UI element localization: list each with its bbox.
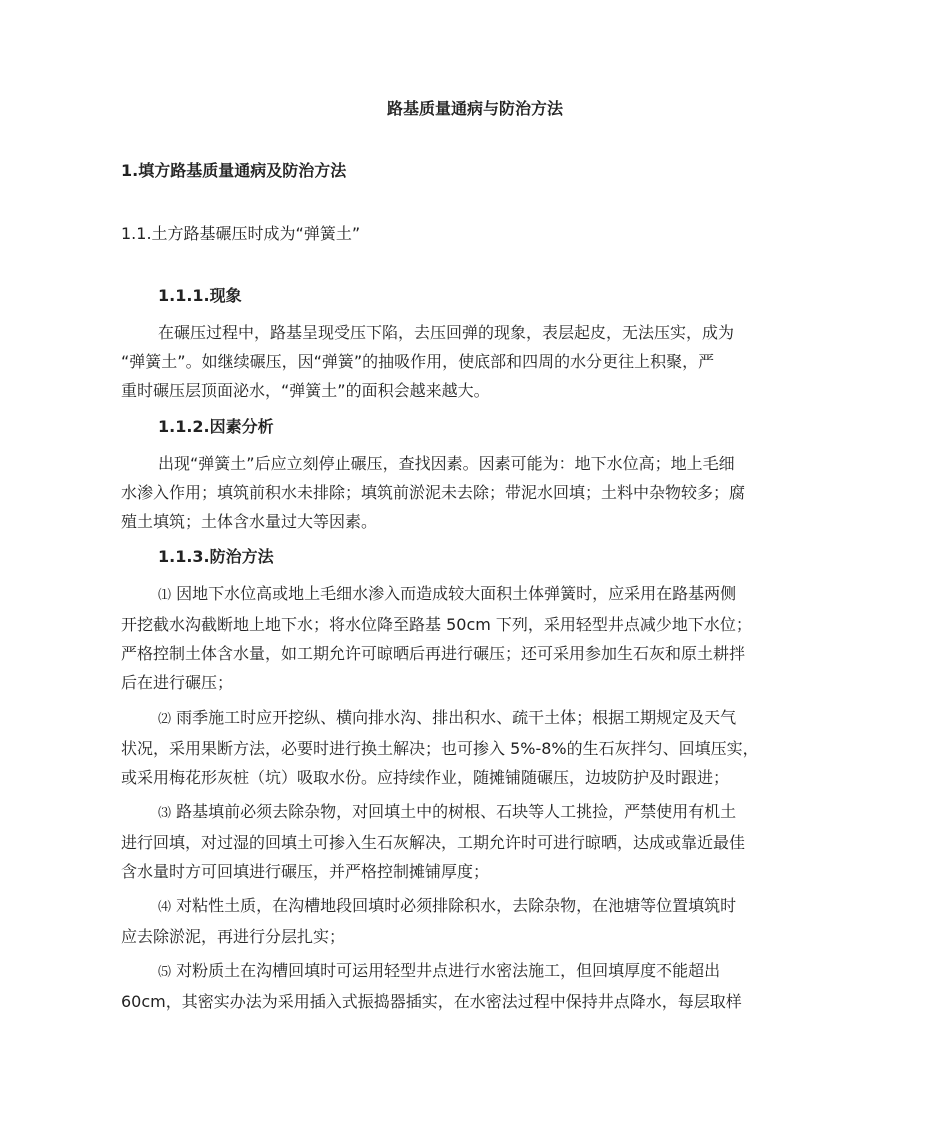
list-marker: ⑴ (158, 588, 172, 603)
paragraph-phenomenon: 在碾压过程中，路基呈现受压下陷，去压回弹的现象，表层起皮，无法压实，成为 “弹簧土”。如继续碾压，因“弹簧”的抽吸作用，使底部和四周的水分更往上积聚，严 重时碾压层顶面泌水，“弹簧土”的面积会越来越大。 (121, 323, 735, 400)
list-item-3 (121, 797, 831, 886)
subsection-heading-1-1: 1.1.土方路基碾压时成为“弹簧土” (121, 224, 361, 243)
heading-1-1-2: 1.1.2.因素分析 (158, 417, 274, 436)
list-marker: ⑶ (158, 806, 172, 821)
list-item-text: 对粘性土质，在沟槽地段回填时必须排除积水，去除杂物，在池塘等位置填筑时 应去除淤泥，再进行分层扎实； (121, 896, 737, 946)
section-heading-1: 1.填方路基质量通病及防治方法 (121, 161, 347, 180)
list-item-2 (121, 703, 831, 792)
paragraph-cause-analysis: 出现“弹簧土”后应立刻停止碾压，查找因素。因素可能为：地下水位高；地上毛细 水渗入作用；填筑前积水未排除；填筑前淤泥未去除；带泥水回填；土料中杂物较多；腐 殖土填筑；土体含水量过大等因素。 (121, 454, 746, 531)
list-item-text: 对粉质土在沟槽回填时可运用轻型井点进行水密法施工，但回填厚度不能超出 60cm，其密实办法为采用插入式振捣器插实，在水密法过程中保持井点降水，每层取样 (121, 961, 742, 1011)
heading-1-1-3: 1.1.3.防治方法 (158, 547, 274, 566)
list-item-4 (121, 891, 831, 951)
list-item-text: 路基填前必须去除杂物，对回填土中的树根、石块等人工挑捡，严禁使用有机土 进行回填，对过湿的回填土可掺入生石灰解决，工期允许时可进行晾晒，达成或靠近最佳 含水量时方可回填进行碾压，并严格控制摊铺厚度； (121, 802, 746, 881)
list-item-5 (121, 956, 831, 1016)
heading-1-1-1: 1.1.1.现象 (158, 286, 242, 305)
list-item-text: 雨季施工时应开挖纵、横向排水沟、排出积水、疏干土体；根据工期规定及天气 状况，采用果断方法，必要时进行换土解决；也可掺入 5%-8%的生石灰拌匀、回填压实， 或采用梅花形灰桩（坑）吸取水份。应持续作业，随摊铺随碾压，边坡防护及时跟进； (121, 708, 759, 787)
list-marker: ⑸ (158, 965, 172, 980)
list-item-1 (121, 579, 831, 697)
list-item-text: 因地下水位高或地上毛细水渗入而造成较大面积土体弹簧时，应采用在路基两侧 开挖截水沟截断地上地下水；将水位降至路基 50cm 下列，采用轻型井点减少地下水位； 严格控制土体含水量，如工期允许可晾晒后再进行碾压；还可采用参加生石灰和原土耕拌 后在进行碾压； (121, 584, 752, 692)
list-marker: ⑵ (158, 712, 172, 727)
document-title: 路基质量通病与防治方法 (386, 99, 563, 118)
list-marker: ⑷ (158, 900, 172, 915)
